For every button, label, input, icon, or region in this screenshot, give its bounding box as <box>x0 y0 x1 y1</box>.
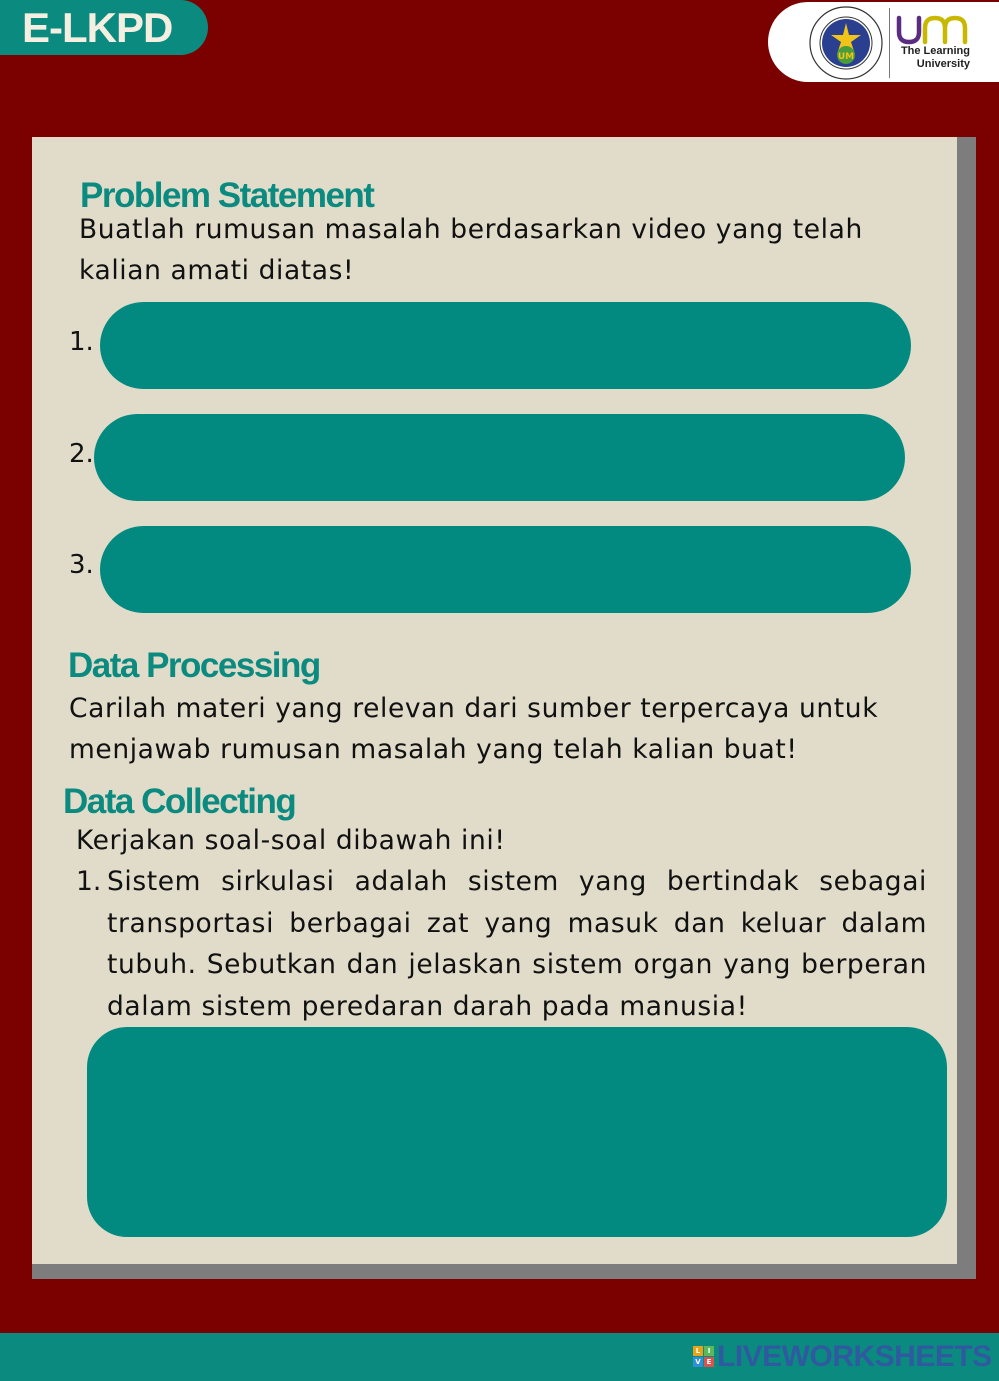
data-collecting-instruction: Kerjakan soal-soal dibawah ini! <box>76 825 506 856</box>
problem-statement-instruction: Buatlah rumusan masalah berdasarkan video yang telah kalian amati diatas! <box>79 214 863 286</box>
data-collecting-heading: Data Collecting <box>63 782 296 821</box>
item-number-2: 2. <box>69 439 94 469</box>
data-processing-heading: Data Processing <box>68 646 320 685</box>
problem-answer-input-3[interactable] <box>100 526 911 613</box>
data-processing-instruction: Carilah materi yang relevan dari sumber terpercaya untuk menjawab rumusan masalah yang telah kalian buat! <box>69 693 879 765</box>
question-answer-textarea-1[interactable] <box>87 1027 947 1237</box>
um-brand-mark-icon <box>895 10 971 48</box>
university-seal-icon <box>808 5 884 81</box>
e-lkpd-tag: E-LKPD <box>0 0 208 55</box>
logo-tagline: The Learning University <box>900 45 970 70</box>
question-number-1: 1. <box>76 866 102 897</box>
liveworksheets-brand[interactable]: LIVEWORKSHEETS <box>717 1340 992 1373</box>
problem-statement-heading: Problem Statement <box>80 176 374 215</box>
logo-divider <box>889 8 890 78</box>
university-logo <box>768 2 999 82</box>
liveworksheets-icon: L I V E <box>693 1346 715 1368</box>
svg-text:UM: UM <box>837 52 855 62</box>
question-text-1: Sistem sirkulasi adalah sistem yang bertindak sebagai transportasi berbagai zat yang masuk dan keluar dalam tubuh. Sebutkan dan jelaskan sistem organ yang berperan dalam sistem peredaran darah pada manusia! <box>107 866 927 1022</box>
problem-answer-input-1[interactable] <box>100 302 911 389</box>
item-number-1: 1. <box>69 327 94 357</box>
item-number-3: 3. <box>69 550 94 580</box>
problem-answer-input-2[interactable] <box>94 414 905 501</box>
